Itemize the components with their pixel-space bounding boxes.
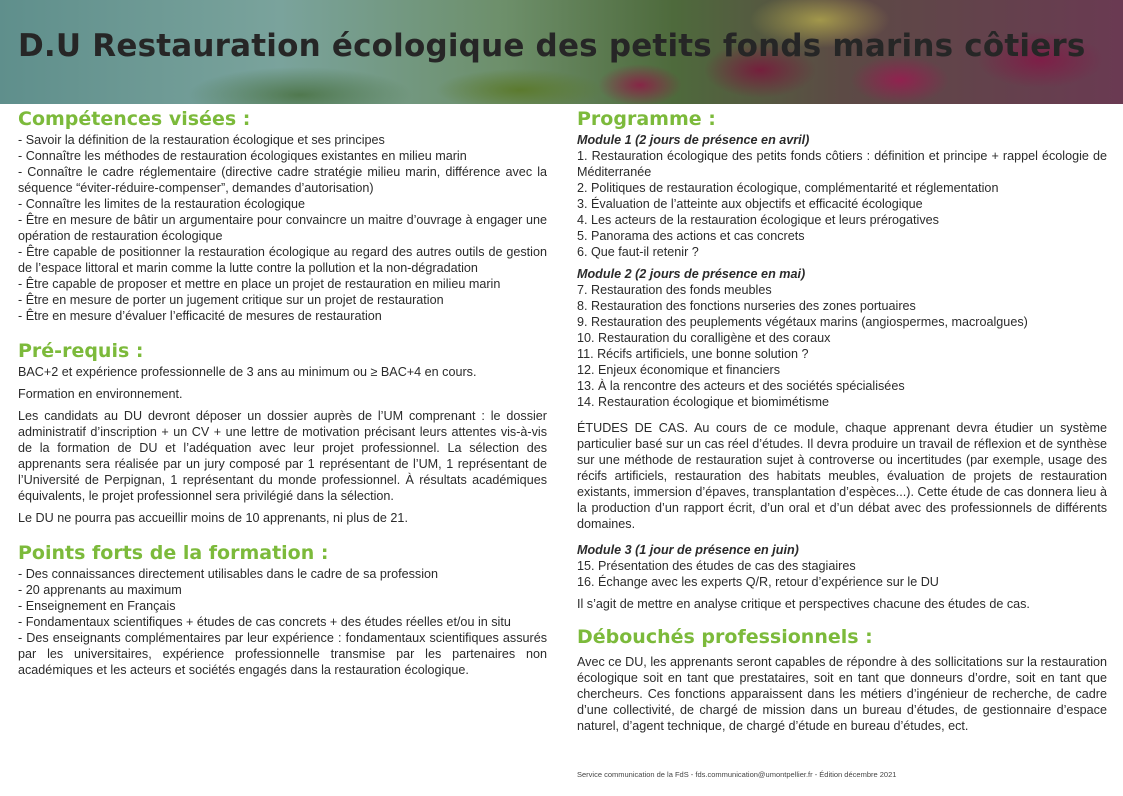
programme-heading: Programme : (577, 108, 716, 130)
left-column (18, 106, 547, 678)
list-item: 8. Restauration des fonctions nurseries des zones portuaires (577, 299, 916, 313)
list-item: 1. Restauration écologique des petits fonds côtiers : définition et principe + rappel écologie de Méditerranée (577, 149, 1107, 179)
list-item: - Connaître le cadre réglementaire (directive cadre stratégie milieu marin, différence avec la séquence “éviter-réduire-compenser”, demandes d’autorisation) (18, 165, 547, 195)
list-item: - Connaître les limites de la restauration écologique (18, 197, 306, 211)
module-2-list (577, 282, 1107, 410)
points-forts-list (18, 566, 547, 678)
programme-section (577, 106, 1107, 612)
list-item: - Des connaissances directement utilisables dans le cadre de sa profession (18, 567, 439, 581)
debouches-heading: Débouchés professionnels : (577, 626, 873, 648)
programme-conclusion: Il s’agit de mettre en analyse critique et perspectives chacune des études de cas. (577, 597, 1030, 611)
list-item: - Être capable de proposer et mettre en place un projet de restauration en milieu marin (18, 277, 501, 291)
points-forts-section (18, 540, 547, 678)
list-item: - Savoir la définition de la restauration écologique et ses principes (18, 133, 385, 147)
list-item: 4. Les acteurs de la restauration écologique et leurs prérogatives (577, 213, 939, 227)
prerequis-paragraph: Les candidats au DU devront déposer un dossier auprès de l’UM comprenant : le dossier administratif d’inscription + un CV + une lettre de motivation précisant leurs attentes vis-à-vis de la formation de DU et l’adéquation avec leur projet professionnel. La sélection des apprenants sera réalisée par un jury composé par 1 représentant de l’UM, 1 représentant de l’Université de Perpignan, 1 représentant du monde professionnel. À résultats académiques équivalents, le projet professionnel sera privilégié dans la sélection. (18, 409, 547, 503)
list-item: 10. Restauration du coralligène et des coraux (577, 331, 831, 345)
footer-credit: Service communication de la FdS - fds.communication@umontpellier.fr - Édition décembre 2021 (577, 770, 897, 779)
list-item: - Des enseignants complémentaires par leur expérience : fondamentaux scientifiques assurés par les universitaires, expérience professionnelle transmise par les partenaires non académiques et les acteurs et sociétés engagés dans la restauration écologique. (18, 631, 547, 677)
list-item: 12. Enjeux économique et financiers (577, 363, 781, 377)
etudes-de-cas-paragraph: ÉTUDES DE CAS. Au cours de ce module, chaque apprenant devra étudier un système particulier basé sur un cas réel d’études. Il devra produire un travail de réflexion et de synthèse sur une méthode de restauration sujet à controverse ou incertitudes (par exemple, usage des récifs artificiels, restauration des habitats meubles, évaluation de projets de restauration existants, immersion d’épaves, transplantation d’espèces...). Cette étude de cas donnera lieu à la production d’un rapport écrit, d’un oral et d’un débat avec des professionnels de différents domaines. (577, 421, 1107, 531)
prerequis-paragraph: BAC+2 et expérience professionnelle de 3 ans au minimum ou ≥ BAC+4 en cours. (18, 365, 477, 379)
list-item: - Être capable de positionner la restauration écologique au regard des autres outils de gestion de l’espace littoral et marin comme la lutte contre la pollution et la non-dégradation (18, 245, 547, 275)
list-item: 15. Présentation des études de cas des stagiaires (577, 559, 856, 573)
list-item: - 20 apprenants au maximum (18, 583, 182, 597)
list-item: 7. Restauration des fonds meubles (577, 283, 772, 297)
list-item: 6. Que faut-il retenir ? (577, 245, 699, 259)
prerequis-section (18, 338, 547, 526)
points-forts-heading: Points forts de la formation : (18, 542, 329, 564)
list-item: 16. Échange avec les experts Q/R, retour d’expérience sur le DU (577, 575, 939, 589)
header-banner (0, 0, 1123, 104)
right-column (577, 106, 1107, 734)
prerequis-heading: Pré-requis : (18, 340, 144, 362)
competences-section (18, 106, 547, 324)
prerequis-paragraph: Le DU ne pourra pas accueillir moins de 10 apprenants, ni plus de 21. (18, 511, 408, 525)
list-item: - Connaître les méthodes de restauration écologiques existantes en milieu marin (18, 149, 467, 163)
list-item: 9. Restauration des peuplements végétaux marins (angiospermes, macroalgues) (577, 315, 1028, 329)
list-item: 5. Panorama des actions et cas concrets (577, 229, 805, 243)
list-item: 13. À la rencontre des acteurs et des sociétés spécialisées (577, 379, 905, 393)
debouches-paragraph: Avec ce DU, les apprenants seront capables de répondre à des sollicitations sur la restauration écologique soit en tant que prestataires, soit en tant que donneurs d’ordre, soit en tant que chercheurs. Ces fonctions apparaissent dans les métiers d’ingénieur de recherche, de cadre d’une collectivité, de chargé de mission dans un bureau d’études, de gestionnaire d’espace naturel, d’agent technique, de chargé d’étude en bureau d’études, ect. (577, 655, 1107, 733)
list-item: - Enseignement en Français (18, 599, 176, 613)
page-title: D.U Restauration écologique des petits fonds marins côtiers (18, 28, 1086, 64)
competences-list (18, 132, 547, 324)
module-1-title: Module 1 (2 jours de présence en avril) (577, 133, 810, 147)
competences-heading: Compétences visées : (18, 108, 251, 130)
list-item: - Fondamentaux scientifiques + études de cas concrets + des études réelles et/ou in situ (18, 615, 511, 629)
list-item: - Être en mesure d’évaluer l’efficacité de mesures de restauration (18, 309, 382, 323)
list-item: 14. Restauration écologique et biomimétisme (577, 395, 830, 409)
debouches-section (577, 624, 1107, 734)
list-item: - Être en mesure de porter un jugement critique sur un projet de restauration (18, 293, 444, 307)
module-2-title: Module 2 (2 jours de présence en mai) (577, 267, 806, 281)
prerequis-paragraph: Formation en environnement. (18, 387, 183, 401)
list-item: 2. Politiques de restauration écologique, complémentarité et réglementation (577, 181, 999, 195)
list-item: 11. Récifs artificiels, une bonne solution ? (577, 347, 809, 361)
list-item: 3. Évaluation de l’atteinte aux objectifs et efficacité écologique (577, 197, 923, 211)
module-3-list (577, 558, 1107, 590)
list-item: - Être en mesure de bâtir un argumentaire pour convaincre un maitre d’ouvrage à engager une opération de restauration écologique (18, 213, 547, 243)
module-3-title: Module 3 (1 jour de présence en juin) (577, 543, 799, 557)
module-1-list (577, 148, 1107, 260)
